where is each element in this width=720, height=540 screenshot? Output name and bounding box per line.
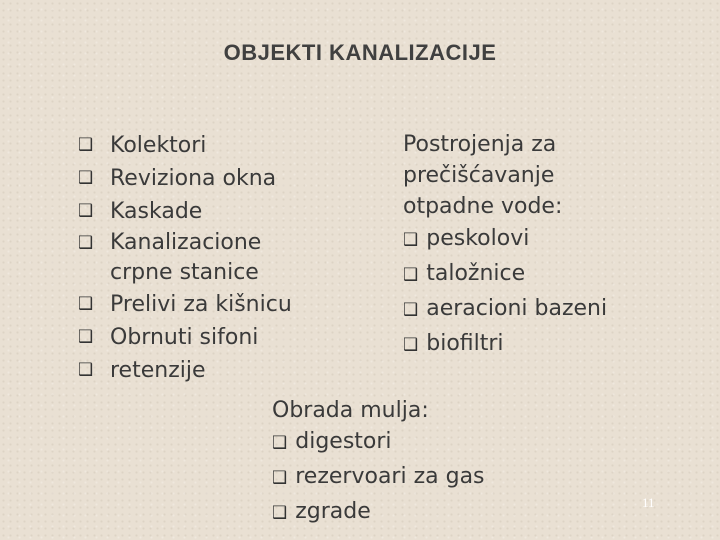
list-item-label: retenzije <box>110 358 206 383</box>
list-item-label: Obrnuti sifoni <box>110 325 259 350</box>
sludge-list <box>272 425 485 530</box>
treatment-heading: Postrojenja za prečišćavanje otpadne vode: <box>403 132 563 219</box>
list-item <box>78 195 384 228</box>
checkbox-bullet-icon: ❑ <box>272 468 288 488</box>
checkbox-bullet-icon: ❑ <box>403 335 419 355</box>
list-item <box>272 495 485 530</box>
list-item-label: peskolovi <box>426 226 530 251</box>
list-item <box>78 129 384 162</box>
checkbox-bullet-icon: ❑ <box>78 294 94 314</box>
checkbox-bullet-icon: ❑ <box>272 503 288 523</box>
list-item-label: biofiltri <box>426 331 504 356</box>
list-item <box>78 354 384 387</box>
checkbox-bullet-icon: ❑ <box>78 360 94 380</box>
checkbox-bullet-icon: ❑ <box>78 233 94 253</box>
list-item-label: Reviziona okna <box>110 166 277 191</box>
list-item-label: taložnice <box>426 261 526 286</box>
page-number: 11 <box>642 495 655 510</box>
list-item-label: Kolektori <box>110 133 207 158</box>
list-item-label: Prelivi za kišnicu <box>110 292 292 317</box>
list-item <box>78 288 384 321</box>
list-item-label: aeracioni bazeni <box>426 296 608 321</box>
list-item <box>272 425 485 460</box>
list-item-label: rezervoari za gas <box>295 464 485 489</box>
checkbox-bullet-icon: ❑ <box>403 265 419 285</box>
checkbox-bullet-icon: ❑ <box>78 327 94 347</box>
list-item-label: zgrade <box>295 499 371 524</box>
list-item <box>78 321 384 354</box>
list-item <box>403 222 607 257</box>
checkbox-bullet-icon: ❑ <box>272 433 288 453</box>
left-list <box>78 129 384 387</box>
list-item <box>403 327 607 362</box>
list-item <box>78 228 320 288</box>
list-item <box>78 162 384 195</box>
checkbox-bullet-icon: ❑ <box>78 201 94 221</box>
list-item-label: digestori <box>295 429 392 454</box>
list-item-label: Kanalizacione crpne stanice <box>110 230 262 285</box>
list-item <box>403 257 607 292</box>
list-item-label: Kaskade <box>110 199 203 224</box>
checkbox-bullet-icon: ❑ <box>78 168 94 188</box>
checkbox-bullet-icon: ❑ <box>78 135 94 155</box>
checkbox-bullet-icon: ❑ <box>403 300 419 320</box>
treatment-list <box>403 222 607 362</box>
checkbox-bullet-icon: ❑ <box>403 230 419 250</box>
sludge-heading: Obrada mulja: <box>272 398 429 423</box>
slide-title: OBJEKTI KANALIZACIJE <box>223 40 497 65</box>
list-item <box>403 292 607 327</box>
list-item <box>272 460 485 495</box>
